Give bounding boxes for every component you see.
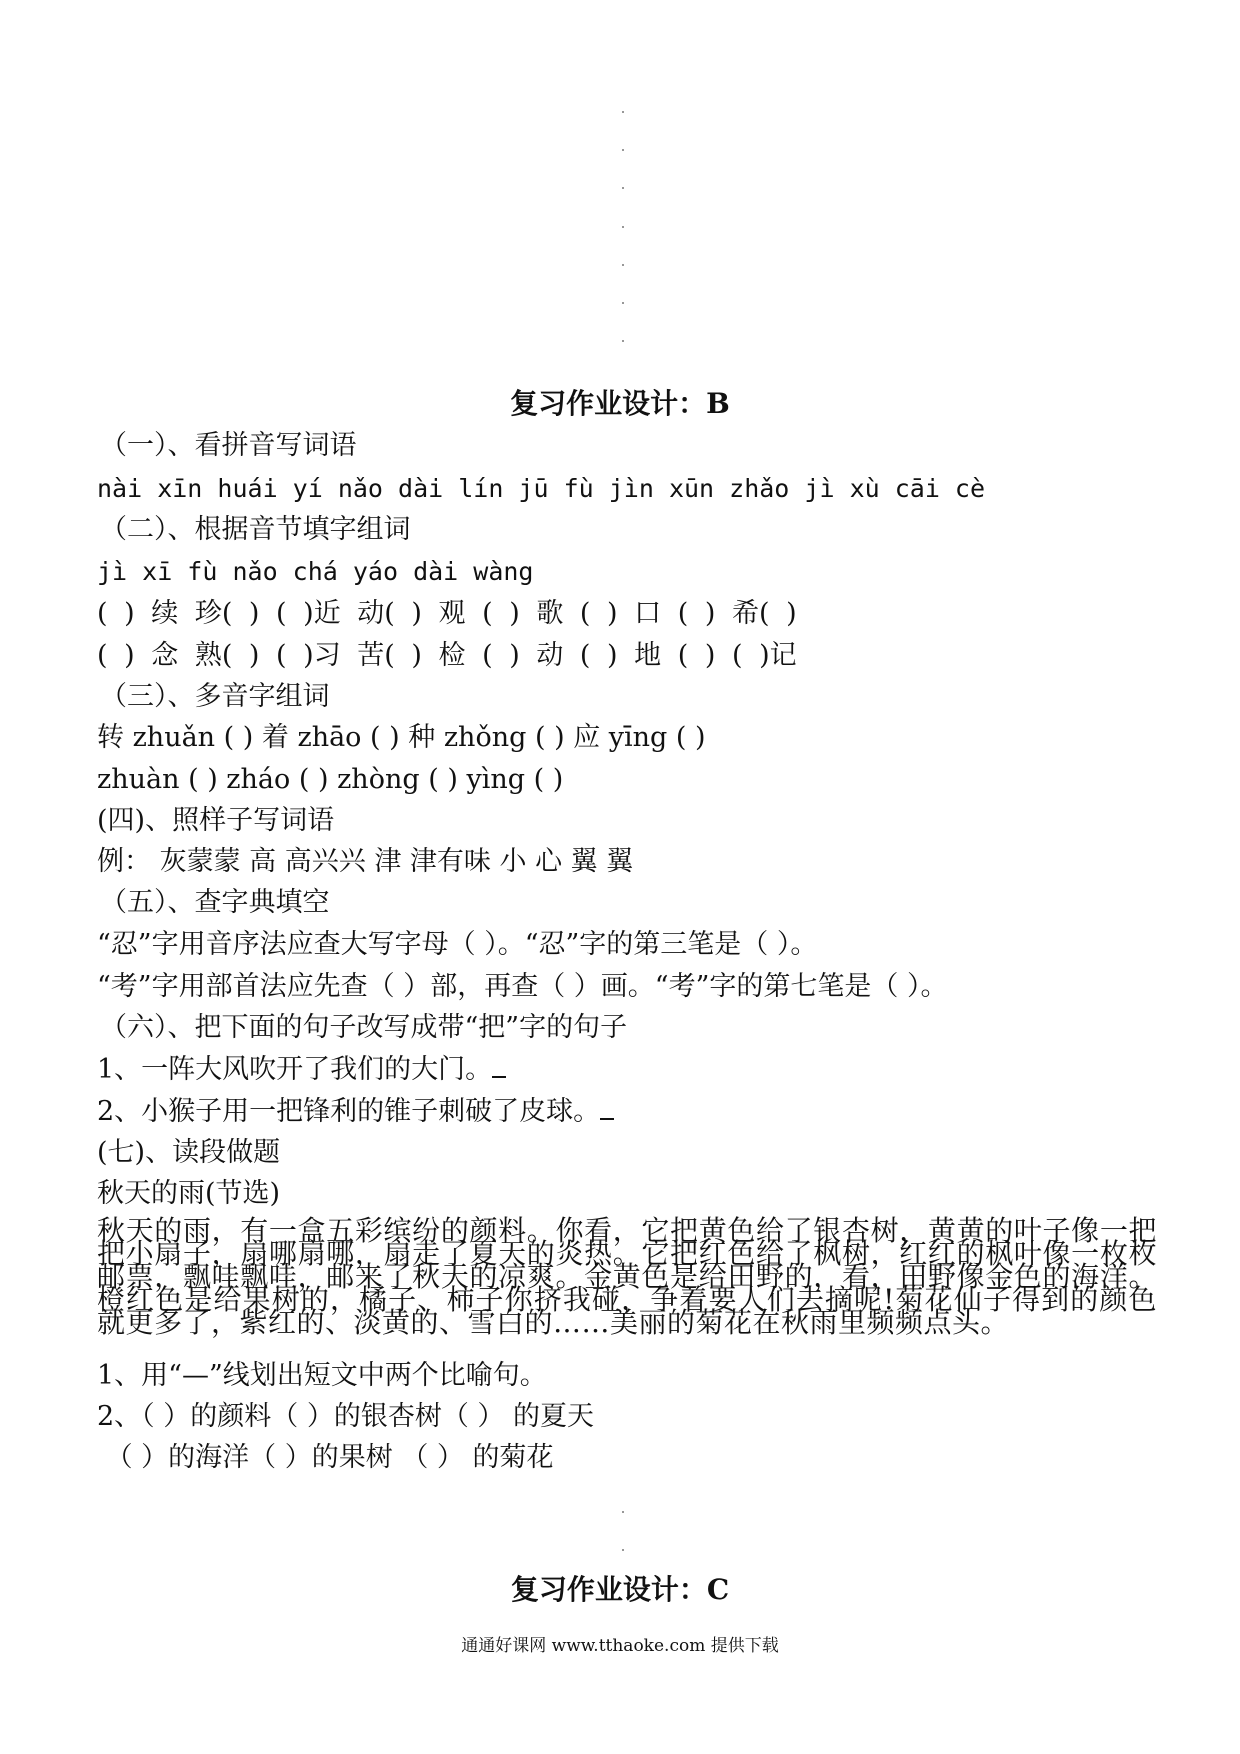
section-4-heading: (四)、照样子写词语 xyxy=(97,805,335,836)
footer-credit: 通通好课网 www.tthaoke.com 提供下载 xyxy=(461,1636,779,1656)
section-4-example: 例： 灰蒙蒙 高 高兴兴 津 津有味 小 心 翼 翼 xyxy=(97,846,634,877)
margin-dot xyxy=(622,111,624,113)
section-3-row-1: 转 zhuǎn ( ) 着 zhāo ( ) 种 zhǒng ( ) 应 yīng ( ) xyxy=(97,722,706,753)
section-6-heading: （六）、把下面的句子改写成带“把”字的句子 xyxy=(100,1012,628,1043)
reading-passage: 秋天的雨，有一盒五彩缤纷的颜料。你看，它把黄色给了银杏树，黄黄的叶子像一把把小扇子，扇哪扇哪，扇走了夏天的炎热。它把红色给了枫树，红红的枫叶像一枚枚邮票，飘哇飘哇，邮来了秋天的凉爽。金黄色是给田野的，看，田野像金色的海洋。橙红色是给果树的，橘子、柿子你挤我碰，争着要人们去摘呢!菊花仙子得到的颜色就更多了，紫红的、淡黄的、雪白的……美丽的菊花在秋雨里频频点头。 xyxy=(97,1214,1157,1339)
section-6-question-1-text: 1、一阵大风吹开了我们的大门。 xyxy=(97,1054,493,1085)
section-3-row-2: zhuàn ( ) zháo ( ) zhòng ( ) yìng ( ) xyxy=(97,764,564,795)
margin-dot xyxy=(622,302,624,304)
margin-dot xyxy=(622,1511,624,1513)
section-2-pinyin: jì xī fù nǎo chá yáo dài wàng xyxy=(97,557,534,586)
passage-title: 秋天的雨(节选) xyxy=(97,1178,281,1209)
section-5-question-2: “考”字用部首法应先查（ ）部，再查（ ）画。“考”字的第七笔是（ ）。 xyxy=(97,971,948,1002)
section-6-question-2 xyxy=(97,1095,614,1129)
section-2-heading: （二）、根据音节填字组词 xyxy=(100,514,411,545)
section-2-row-1: ( ) 续 珍( ) ( )近 动( ) 观 ( ) 歌 ( ) 口 ( ) 希( ) xyxy=(97,598,797,629)
margin-dot xyxy=(622,340,624,342)
section-7-question-1: 1、用“—”线划出短文中两个比喻句。 xyxy=(97,1360,547,1391)
page-title-c: 复习作业设计：C xyxy=(510,1573,730,1606)
section-1-heading: （一）、看拼音写词语 xyxy=(100,430,357,461)
section-7-heading: (七)、读段做题 xyxy=(97,1137,281,1168)
margin-dot xyxy=(622,1549,624,1551)
page-title-b: 复习作业设计：B xyxy=(510,387,730,420)
section-3-heading: （三）、多音字组词 xyxy=(100,681,330,712)
section-6-question-1 xyxy=(97,1053,506,1087)
section-5-heading: （五）、查字典填空 xyxy=(100,887,330,918)
section-1-pinyin: nài xīn huái yí nǎo dài lín jū fù jìn xūn zhǎo jì xù cāi cè xyxy=(97,474,986,503)
answer-blank[interactable] xyxy=(600,1096,614,1120)
margin-dot xyxy=(622,226,624,228)
section-5-question-1: “忍”字用音序法应查大写字母（ ）。“忍”字的第三笔是（ ）。 xyxy=(97,929,818,960)
margin-dot xyxy=(622,149,624,151)
margin-dot xyxy=(622,187,624,189)
section-2-row-2: ( ) 念 熟( ) ( )习 苦( ) 检 ( ) 动 ( ) 地 ( ) ( )记 xyxy=(97,640,797,671)
section-7-question-2-row-1: 2、（ ）的颜料（ ）的银杏树（ ） 的夏天 xyxy=(97,1401,595,1432)
answer-blank[interactable] xyxy=(492,1054,506,1078)
section-6-question-2-text: 2、小猴子用一把锋利的锥子刺破了皮球。 xyxy=(97,1096,601,1127)
margin-dot xyxy=(622,264,624,266)
section-7-question-2-row-2: （ ）的海洋（ ）的果树 （ ） 的菊花 xyxy=(97,1442,554,1473)
